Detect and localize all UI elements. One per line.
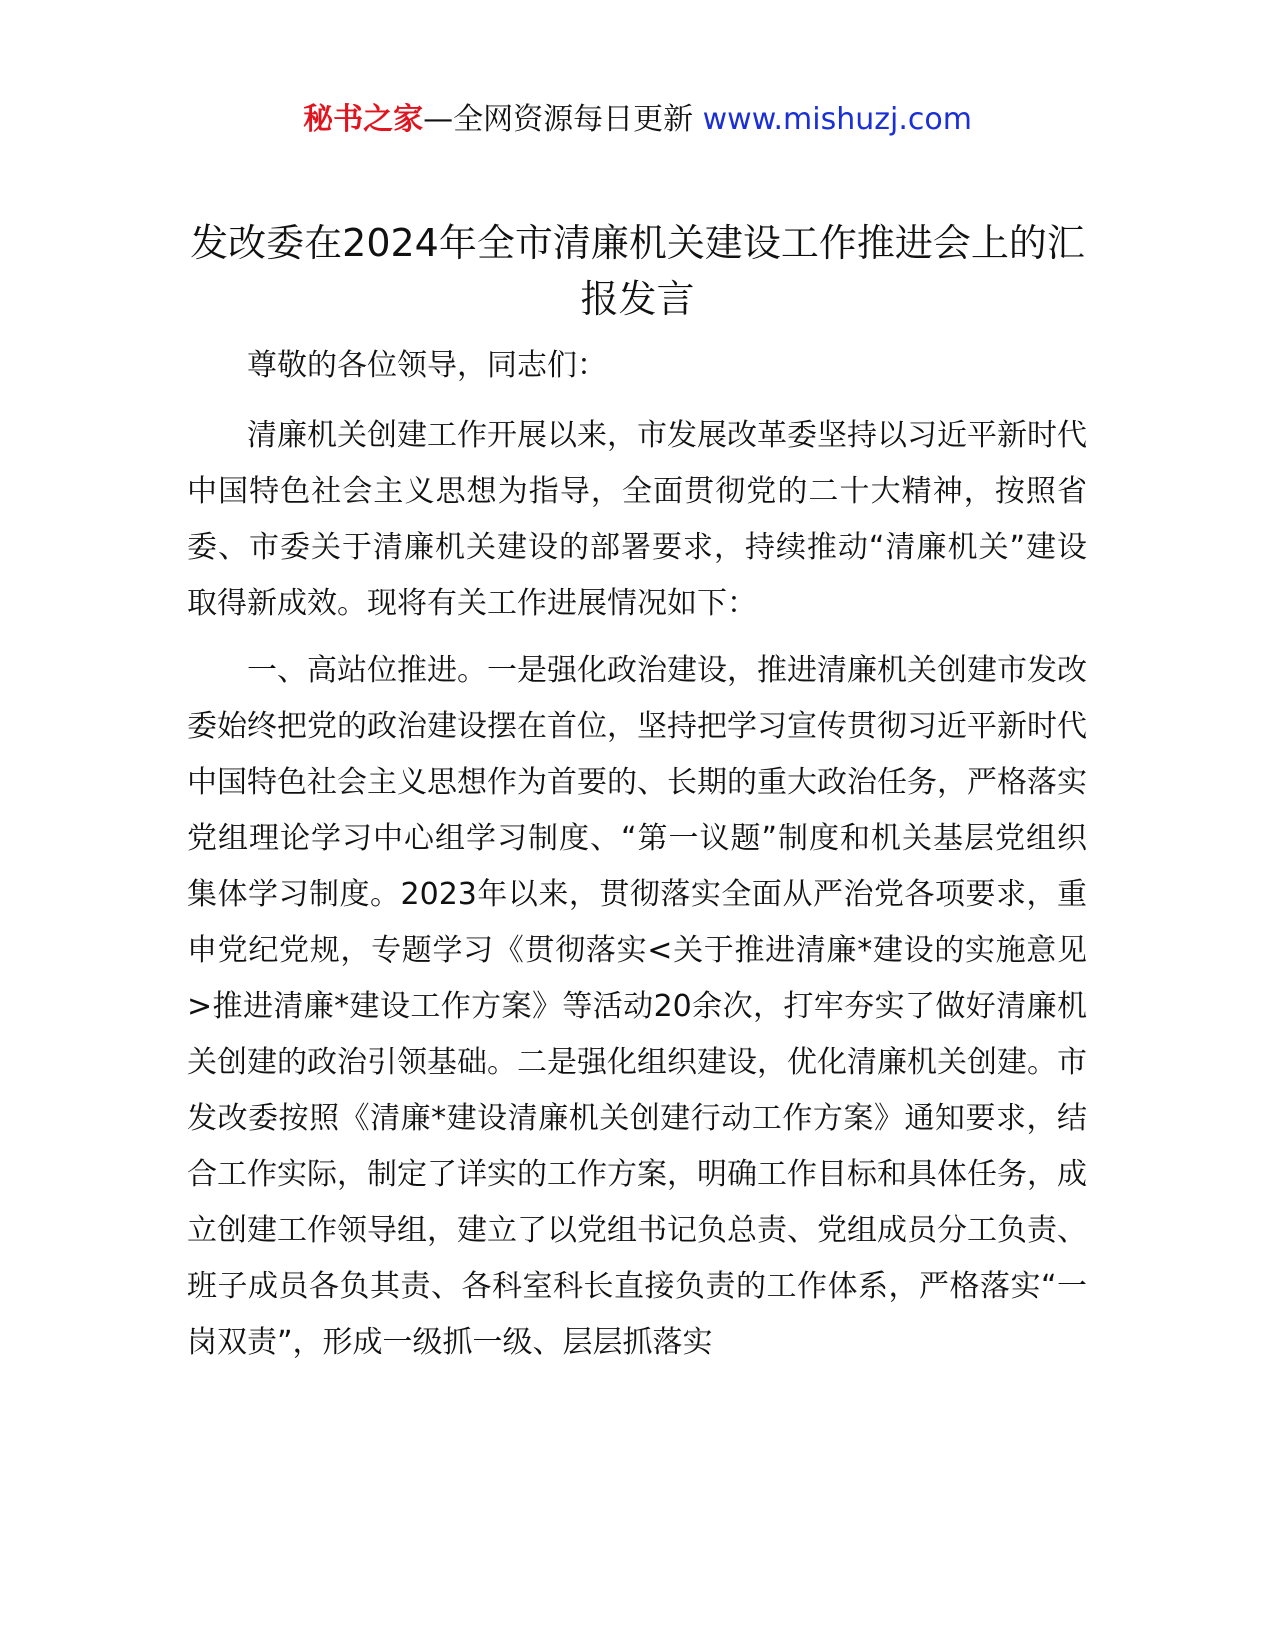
site-url-link[interactable]: www.mishuzj.com — [702, 102, 972, 137]
salutation: 尊敬的各位领导，同志们： — [247, 348, 607, 383]
body-paragraph: 一、高站位推进。一是强化政治建设，推进清廉机关创建市发改委始终把党的政治建设摆在首位，坚持把学习宣传贯彻习近平新时代中国特色社会主义思想作为首要的、长期的重大政治任务，严格落实党组理论学习中心组学习制度、“第一议题”制度和机关基层党组织集体学习制度。2023年以来，贯彻落实全面从严治党各项要求，重申党纪党规，专题学习《贯彻落实<关于推进清廉*建设的实施意见>推进清廉*建设工作方案》等活动20余次，打牢夯实了做好清廉机关创建的政治引领基础。二是强化组织建设，优化清廉机关创建。市发改委按照《清廉*建设清廉机关创建行动工作方案》通知要求，结合工作实际，制定了详实的工作方案，明确工作目标和具体任务，成立创建工作领导组，建立了以党组书记负总责、党组成员分工负责、班子成员各负其责、各科室科长直接负责的工作体系，严格落实“一岗双责”，形成一级抓一级、层层抓落实 — [187, 653, 1087, 1360]
body-paragraph: 清廉机关创建工作开展以来，市发展改革委坚持以习近平新时代中国特色社会主义思想为指导，全面贯彻党的二十大精神，按照省委、市委关于清廉机关建设的部署要求，持续推动“清廉机关”建设取得新成效。现将有关工作进展情况如下： — [187, 418, 1087, 621]
site-header — [0, 98, 1275, 142]
document-title: 发改委在2024年全市清廉机关建设工作推进会上的汇报发言 — [190, 221, 1085, 321]
site-tagline: —全网资源每日更新 — [423, 102, 694, 137]
document-body — [187, 338, 1087, 1382]
site-name: 秘书之家 — [303, 102, 424, 137]
